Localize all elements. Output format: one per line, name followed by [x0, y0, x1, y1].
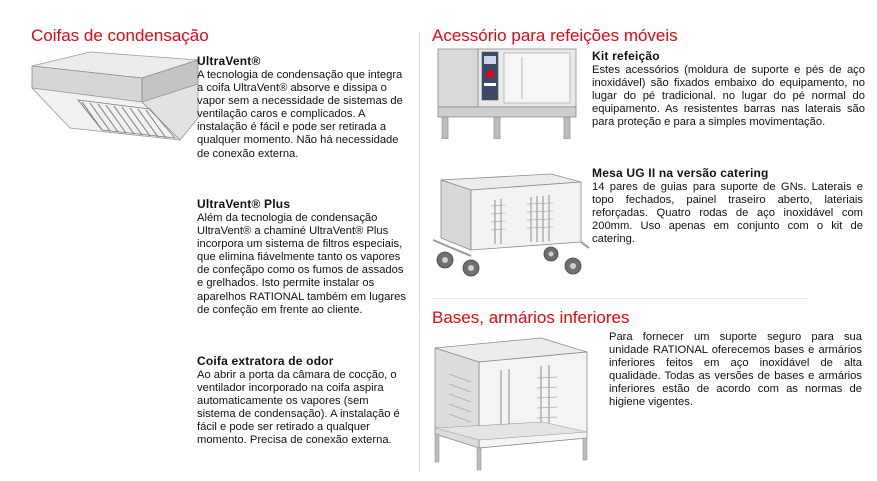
- ug2-catering-table-text: 14 pares de guias para suporte de GNs. Laterais e topo fechados, painel traseiro aberto, lateriais reforçadas. Quatro rodas de aço inoxidável com 200mm. Uso apenas em conjunto com o kit de catering.: [592, 181, 863, 246]
- odor-extraction-hood-title: Coifa extratora de odor: [197, 354, 334, 368]
- base-cabinet-image: [431, 334, 591, 472]
- ultravent-plus-text: Além da tecnologia de condensação UltraVent® a chaminé UltraVent® Plus incorpora um sistema de filtros especiais, que elimina fiávelmente tanto os vapores de confeçãpo como os fumos de assados e grelhados. Isto permite instalar os aparelhos RATIONAL também em lugares de confeção em frente ao cliente.: [197, 212, 406, 316]
- ultravent-title: UltraVent®: [197, 54, 261, 68]
- ug2-catering-table-title: Mesa UG II na versão catering: [592, 166, 769, 180]
- bases-cabinets-description: [609, 331, 862, 410]
- odor-extraction-hood-text: Ao abrir a porta da câmara de cocção, o ventilador incorporado na coifa aspira automaticamente os vapores (sem sistema de condensação). A instalação é fácil e pode ser retirado a qualquer momento. Precisa de conexão externa.: [197, 369, 400, 447]
- ultravent-description: [197, 54, 407, 161]
- ug2-catering-table-description: [592, 166, 863, 246]
- ug2-catering-table-image: [431, 170, 591, 280]
- section-divider: [432, 298, 808, 299]
- ultravent-text: A tecnologia de condensação que integra a coifa UltraVent® absorve e dissipa o vapor sem a necessidade de sistemas de ventilação caros e complicados. A instalação é fácil e pode ser retirada a qualquer momento. Não há necessidade de conexão externa.: [197, 69, 403, 160]
- catering-kit-image: [434, 47, 584, 139]
- section-heading-bases-cabinets: Bases, armários inferiores: [432, 308, 630, 327]
- bases-cabinets-text: Para fornecer um suporte seguro para sua unidade RATIONAL oferecemos bases e armários inferiores feitos em aço inoxidável de alta qualidade. Todas as versões de bases e armários inferiores estão de acordo com as normas de higiene vigentes.: [609, 331, 862, 409]
- section-heading-condensation-hoods: Coifas de condensação: [31, 26, 209, 45]
- ultravent-hood-image: [30, 48, 200, 158]
- ultravent-plus-description: [197, 197, 407, 317]
- catering-kit-description: [592, 49, 865, 129]
- column-divider: [419, 32, 420, 472]
- catering-kit-title: Kit refeição: [592, 49, 660, 63]
- catering-kit-text: Estes acessórios (moldura de suporte e pés de aço inoxidável) são fixados embaixo do equipamento, no lugar do pé tradicional. no lugar do pé normal do equipamento. As resistentes barras nas laterais são para proteção e para a simples movimentação.: [592, 64, 865, 129]
- odor-extraction-hood-description: [197, 354, 407, 448]
- section-heading-mobile-catering: Acessório para refeições móveis: [432, 26, 678, 45]
- ultravent-plus-title: UltraVent® Plus: [197, 197, 291, 211]
